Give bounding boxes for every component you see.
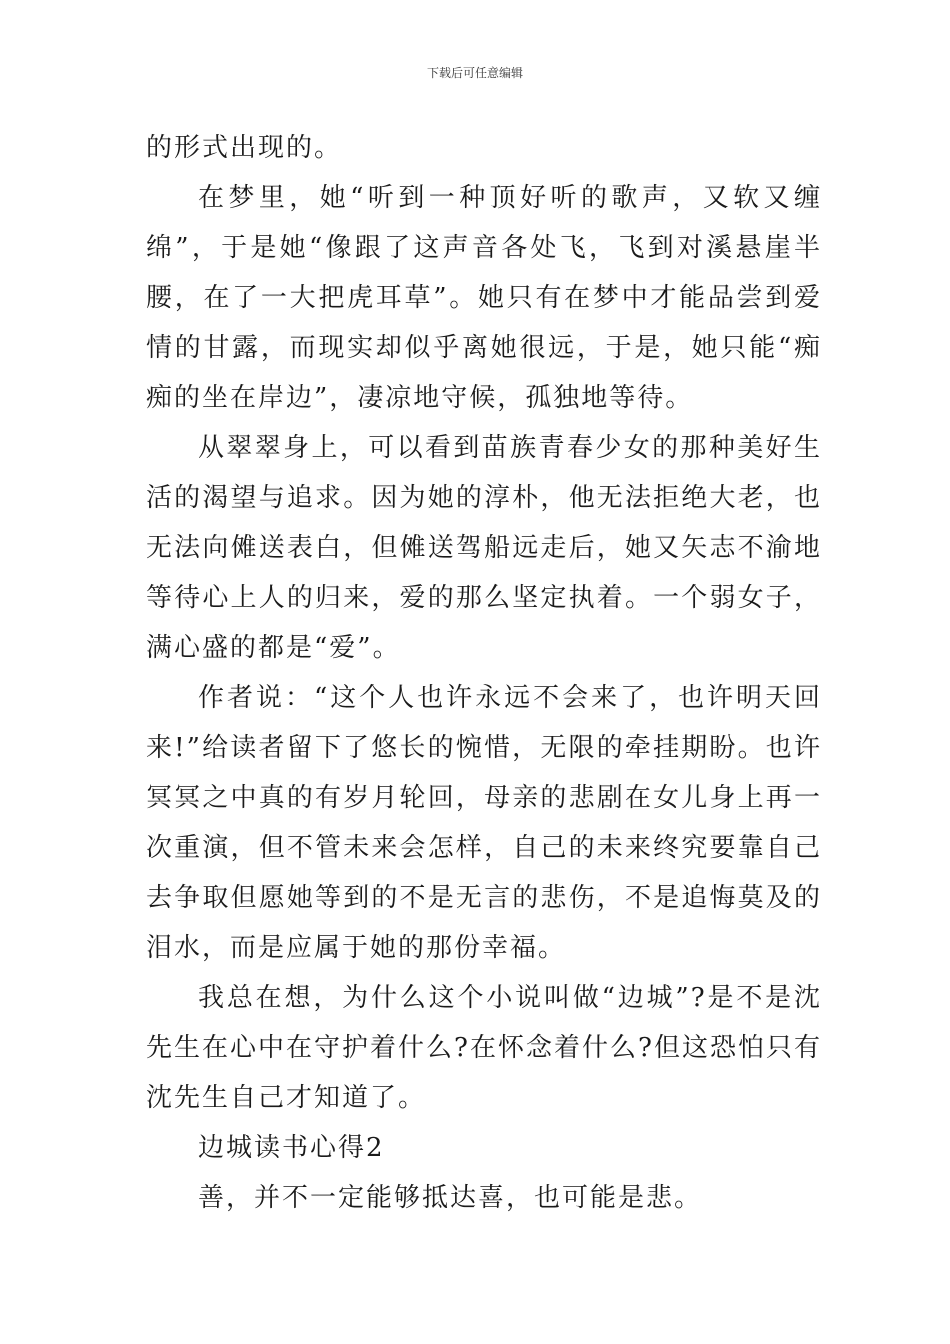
paragraph-dream: 在梦里，她“听到一种顶好听的歌声，又软又缠绵”，于是她“像跟了这声音各处飞，飞到对溪悬崖半腰，在了一大把虎耳草”。她只有在梦中才能品尝到爱情的甘露，而现实却似乎离她很远，于是，她只能“痴痴的坐在岸边”，凄凉地守候，孤独地等待。 <box>146 183 822 413</box>
page-header-note: 下载后可任意编辑 <box>426 66 523 80</box>
document-body <box>146 123 822 1223</box>
paragraph-continuation: 的形式出现的。 <box>146 133 343 163</box>
paragraph-kindness: 善，并不一定能够抵达喜，也可能是悲。 <box>198 1183 703 1213</box>
paragraph-title-question: 我总在想，为什么这个小说叫做“边城”?是不是沈先生在心中在守护着什么?在怀念着什么?但这恐怕只有沈先生自己才知道了。 <box>146 983 822 1113</box>
paragraph-cuicui: 从翠翠身上，可以看到苗族青春少女的那种美好生活的渴望与追求。因为她的淳朴，他无法拒绝大老，也无法向傩送表白，但傩送驾船远走后，她又矢志不渝地等待心上人的归来，爱的那么坚定执着。一个弱女子，满心盛的都是“爱”。 <box>146 433 822 663</box>
paragraph-author-quote: 作者说：“这个人也许永远不会来了，也许明天回来!”给读者留下了悠长的惋惜，无限的牵挂期盼。也许冥冥之中真的有岁月轮回，母亲的悲剧在女儿身上再一次重演，但不管未来会怎样，自己的未来终究要靠自己去争取但愿她等到的不是无言的悲伤，不是追悔莫及的泪水，而是应属于她的那份幸福。 <box>146 683 822 963</box>
section-heading: 边城读书心得2 <box>198 1133 385 1163</box>
